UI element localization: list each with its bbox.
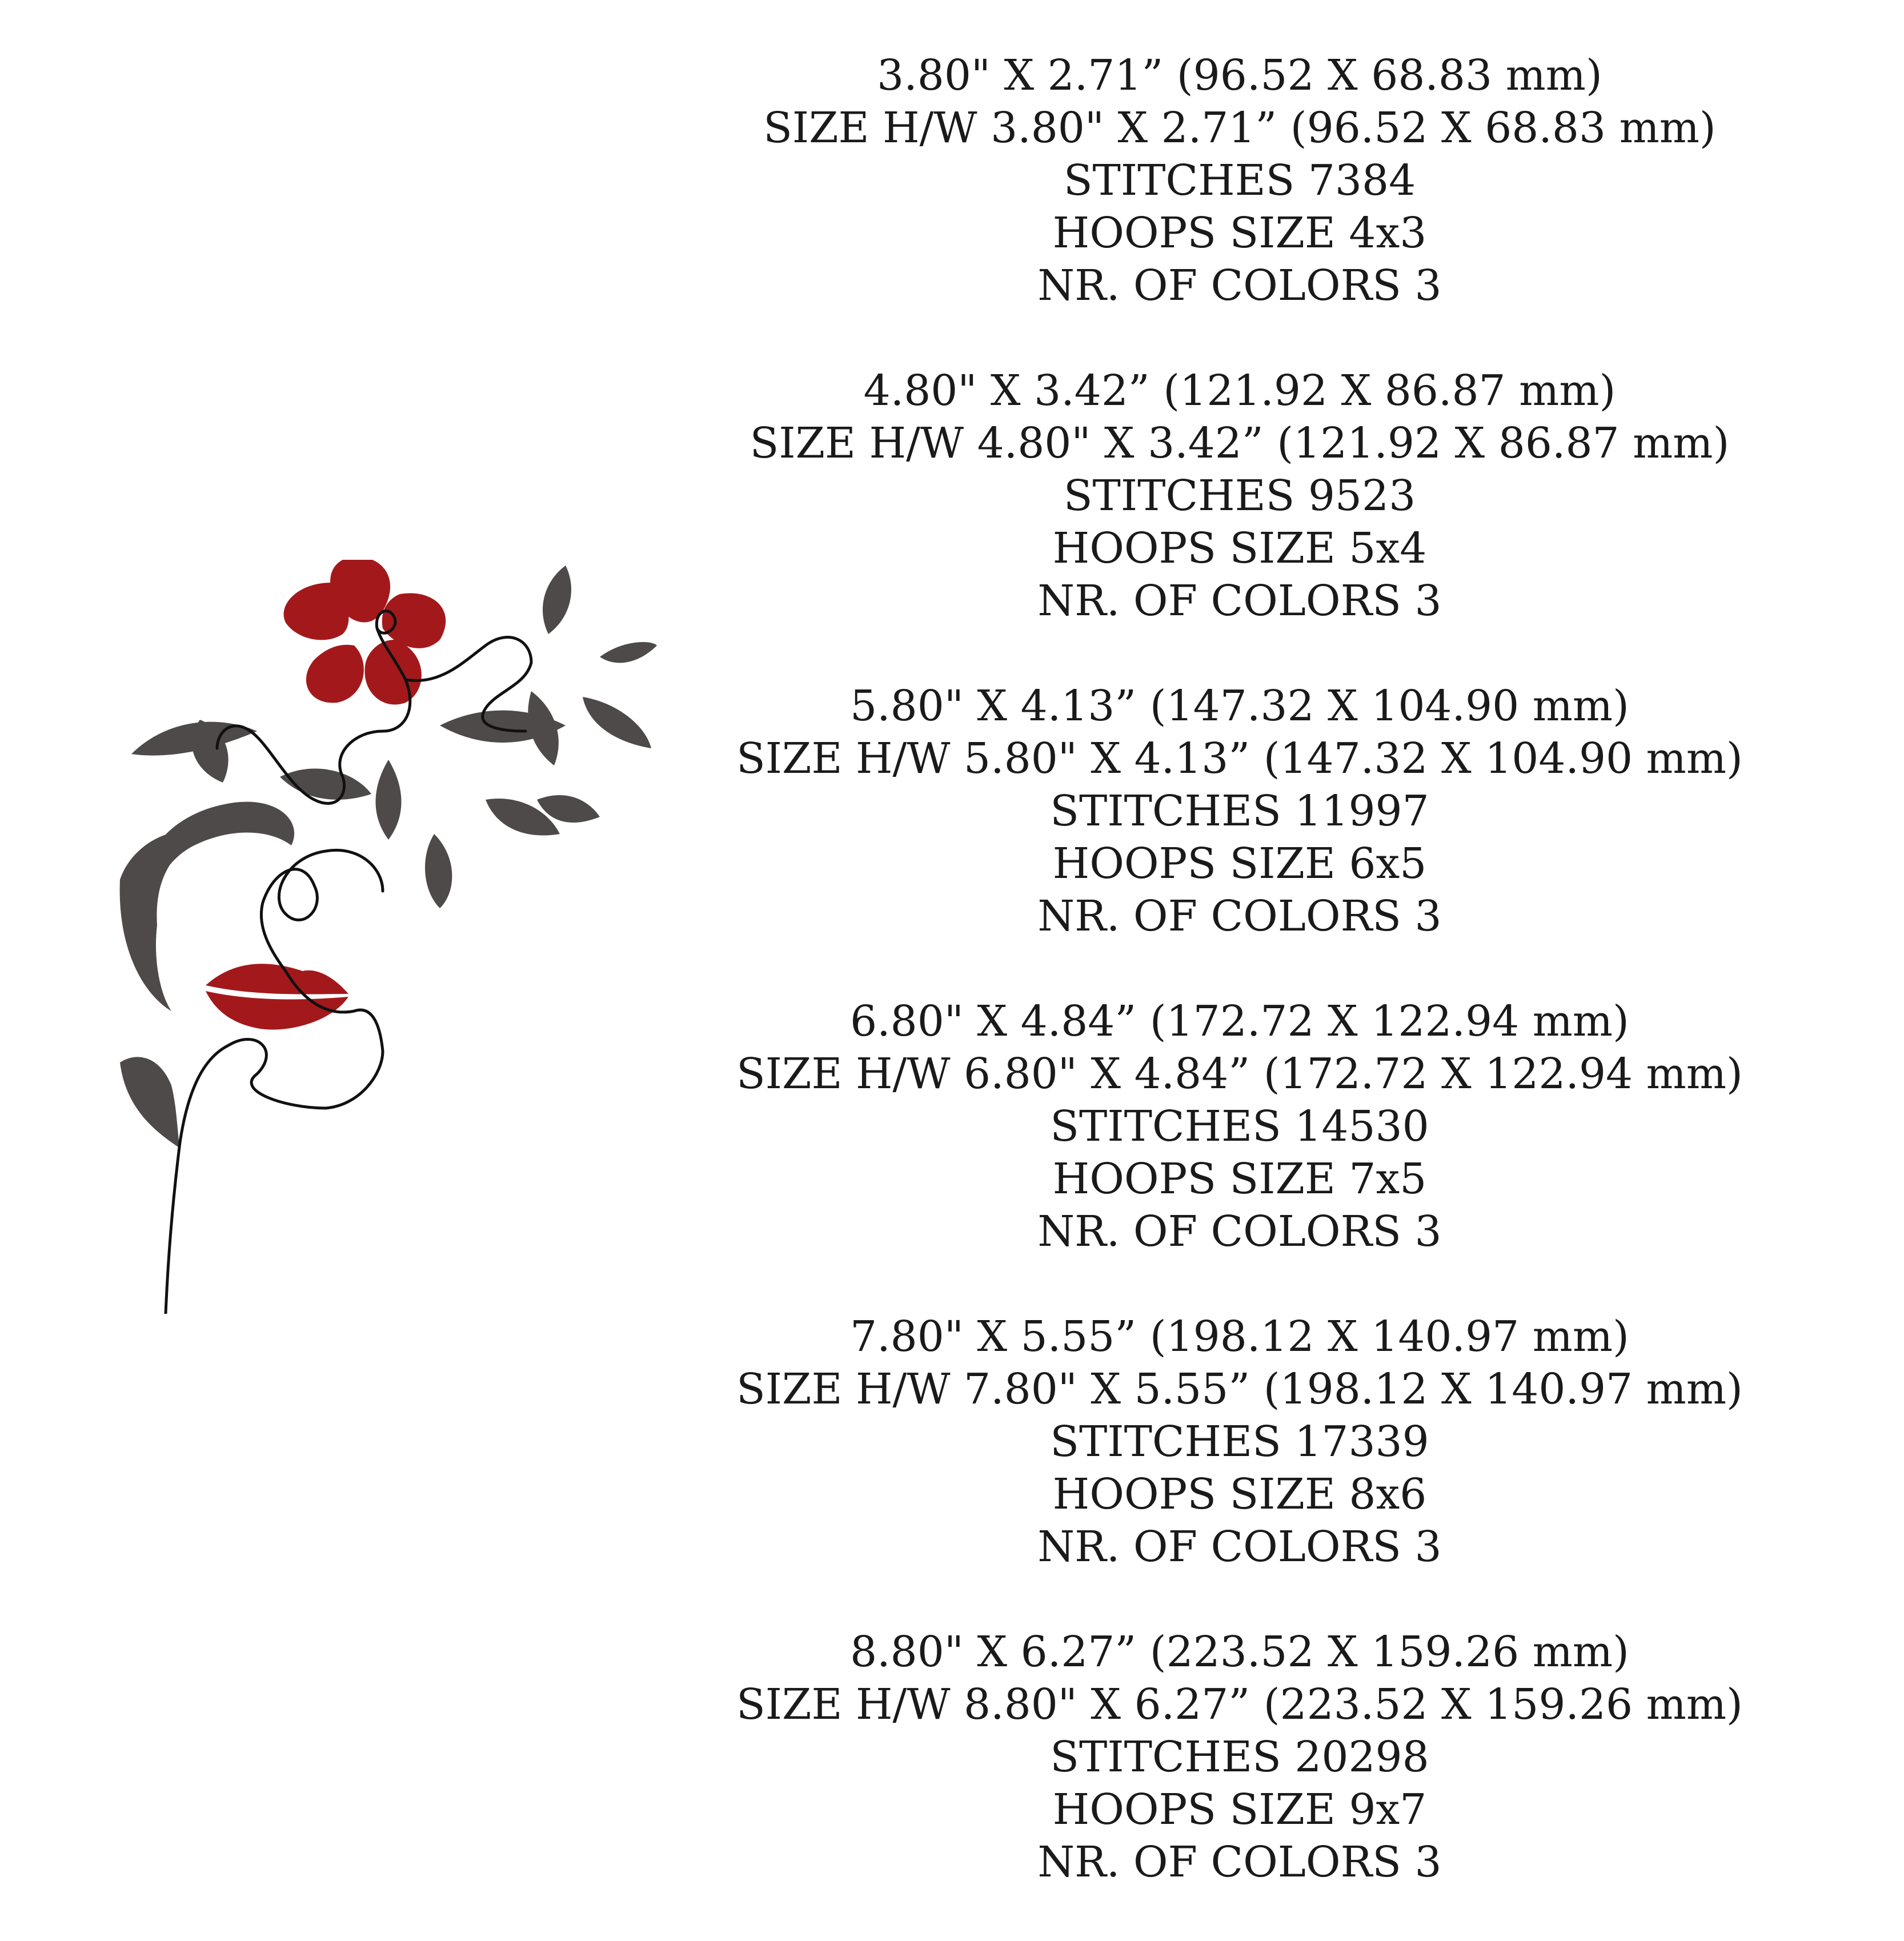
- spec-block: [686, 680, 1794, 943]
- colors-count-text: NR. OF COLORS 3: [1037, 1522, 1442, 1571]
- size-hw-text: SIZE H/W 5.80" X 4.13” (147.32 X 104.90 mm): [736, 734, 1743, 783]
- hoops-size-text: HOOPS SIZE 7x5: [1052, 1154, 1427, 1204]
- size-hw-text: SIZE H/W 3.80" X 2.71” (96.52 X 68.83 mm): [763, 103, 1716, 153]
- size-hw-text: SIZE H/W 8.80" X 6.27” (223.52 X 159.26 mm): [736, 1680, 1743, 1729]
- leaf: [528, 691, 559, 765]
- hoops-size-text: HOOPS SIZE 6x5: [1052, 839, 1427, 888]
- leaf: [600, 642, 657, 663]
- colors-count-text: NR. OF COLORS 3: [1037, 1838, 1442, 1887]
- leaf: [376, 760, 402, 840]
- leaf: [425, 834, 452, 908]
- spec-block: [686, 995, 1794, 1258]
- stitches-text: STITCHES 7384: [1063, 156, 1416, 205]
- leaf: [583, 697, 651, 748]
- spec-block: [686, 49, 1794, 312]
- size-hw-text: SIZE H/W 7.80" X 5.55” (198.12 X 140.97 mm): [736, 1365, 1743, 1414]
- colors-count-text: NR. OF COLORS 3: [1037, 576, 1442, 625]
- hoops-size-text: HOOPS SIZE 4x3: [1052, 208, 1427, 258]
- colors-count-text: NR. OF COLORS 3: [1037, 261, 1442, 310]
- stitches-text: STITCHES 17339: [1050, 1417, 1429, 1466]
- dimensions-text: 7.80" X 5.55” (198.12 X 140.97 mm): [850, 1312, 1629, 1361]
- dimensions-text: 4.80" X 3.42” (121.92 X 86.87 mm): [863, 366, 1616, 415]
- dimensions-text: 3.80" X 2.71” (96.52 X 68.83 mm): [877, 51, 1602, 100]
- stitches-text: STITCHES 9523: [1063, 471, 1416, 520]
- hoops-size-text: HOOPS SIZE 9x7: [1052, 1785, 1427, 1834]
- cheek-shape: [120, 1057, 180, 1148]
- hoops-size-text: HOOPS SIZE 5x4: [1052, 524, 1427, 573]
- dimensions-text: 8.80" X 6.27” (223.52 X 159.26 mm): [850, 1627, 1629, 1677]
- colors-count-text: NR. OF COLORS 3: [1037, 892, 1442, 941]
- hoops-size-text: HOOPS SIZE 8x6: [1052, 1470, 1427, 1519]
- spec-block: [686, 1626, 1794, 1888]
- stitches-text: STITCHES 14530: [1050, 1102, 1429, 1151]
- colors-count-text: NR. OF COLORS 3: [1037, 1207, 1442, 1256]
- size-hw-text: SIZE H/W 4.80" X 3.42” (121.92 X 86.87 mm): [749, 419, 1730, 468]
- spec-block: [686, 364, 1794, 627]
- spec-block: [686, 1310, 1794, 1573]
- stitches-text: STITCHES 20298: [1050, 1733, 1429, 1782]
- hair-shape: [120, 831, 206, 1011]
- dimensions-text: 6.80" X 4.84” (172.72 X 122.94 mm): [850, 997, 1629, 1046]
- design-specifications: [686, 49, 1794, 1941]
- red-lips: [206, 964, 348, 1029]
- leaf: [543, 566, 571, 634]
- size-hw-text: SIZE H/W 6.80" X 4.84” (172.72 X 122.94 mm): [736, 1049, 1743, 1098]
- dimensions-text: 5.80" X 4.13” (147.32 X 104.90 mm): [850, 681, 1629, 731]
- red-flower: [284, 560, 446, 705]
- stitches-text: STITCHES 11997: [1050, 787, 1429, 836]
- embroidery-design-illustration: [86, 560, 657, 1314]
